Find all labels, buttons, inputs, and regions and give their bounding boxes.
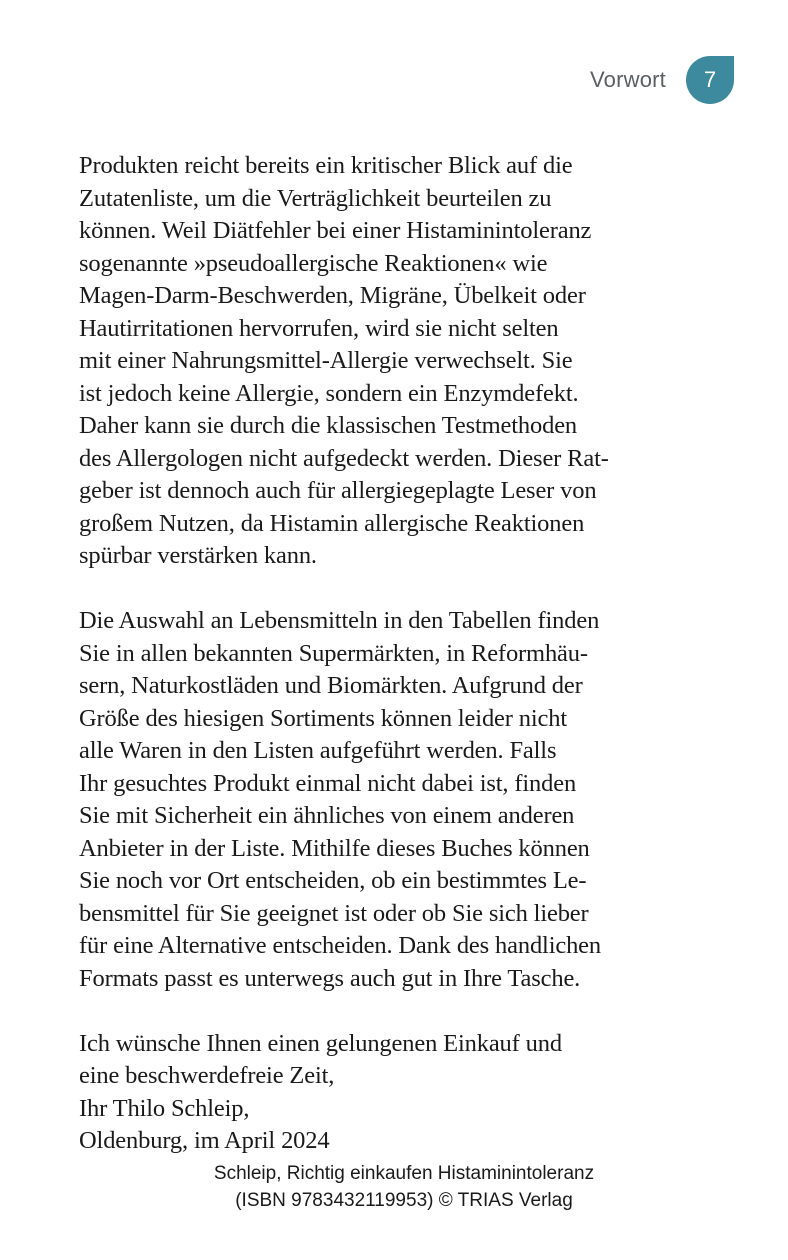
page-header [590, 56, 734, 104]
text-line: bensmittel für Sie geeignet ist oder ob Sie sich lieber [79, 899, 589, 927]
text-line: Zutatenliste, um die Verträglichkeit beurteilen zu [79, 184, 552, 212]
closing-signature [79, 1028, 679, 1158]
text-line: Anbieter in der Liste. Mithilfe dieses Buches können [79, 834, 590, 862]
copyright-footer [0, 1160, 788, 1214]
text-line: spürbar verstärken kann. [79, 542, 317, 569]
text-line: können. Weil Diätfehler bei einer Histaminintoleranz [79, 217, 592, 244]
footer-title-line: Schleip, Richtig einkaufen Histaminintoleranz [213, 1163, 595, 1184]
text-line: Sie noch vor Ort entscheiden, ob ein bestimmtes Le- [79, 867, 587, 894]
text-line: Produkten reicht bereits ein kritischer Blick auf die [79, 152, 573, 179]
text-line: sogenannte »pseudoallergische Reaktionen« wie [79, 249, 548, 277]
author-line: Ihr Thilo Schleip, [79, 1094, 250, 1122]
paragraph-2 [79, 605, 679, 995]
text-line: geber ist dennoch auch für allergiegeplagte Leser von [79, 477, 597, 504]
text-line: Ihr gesuchtes Produkt einmal nicht dabei ist, finden [79, 769, 577, 797]
body-text [79, 150, 679, 1190]
text-line: Sie in allen bekannten Supermärkten, in Reformhäu- [79, 639, 588, 667]
text-line: für eine Alternative entscheiden. Dank des handlichen [79, 932, 602, 959]
text-line: Sie mit Sicherheit ein ähnliches von einem anderen [79, 802, 575, 829]
text-line: Daher kann sie durch die klassischen Testmethoden [79, 412, 578, 439]
page-number: 7 [703, 67, 717, 92]
text-line: Hautirritationen hervorrufen, wird sie nicht selten [79, 314, 559, 342]
section-title: Vorwort [590, 67, 666, 92]
text-line: sern, Naturkostläden und Biomärkten. Aufgrund der [79, 672, 583, 699]
text-line: großem Nutzen, da Histamin allergische Reaktionen [79, 509, 585, 537]
text-line: Formats passt es unterwegs auch gut in Ihre Tasche. [79, 964, 581, 992]
text-line: Magen-Darm-Beschwerden, Migräne, Übelkeit oder [79, 282, 586, 309]
text-line: eine beschwerdefreie Zeit, [79, 1062, 335, 1089]
footer-isbn-line: (ISBN 9783432119953) © TRIAS Verlag [235, 1190, 573, 1211]
text-line: Die Auswahl an Lebensmitteln in den Tabellen finden [79, 607, 600, 634]
text-line: mit einer Nahrungsmittel-Allergie verwechselt. Sie [79, 347, 573, 374]
text-line: alle Waren in den Listen aufgeführt werden. Falls [79, 737, 557, 764]
text-line: des Allergologen nicht aufgedeckt werden. Dieser Rat- [79, 444, 609, 472]
text-line: Größe des hiesigen Sortiments können leider nicht [79, 704, 567, 732]
paragraph-1 [79, 150, 679, 573]
text-line: Ich wünsche Ihnen einen gelungenen Einkauf und [79, 1029, 562, 1057]
text-line: ist jedoch keine Allergie, sondern ein Enzymdefekt. [79, 379, 579, 407]
page-number-badge [686, 56, 734, 104]
place-date-line: Oldenburg, im April 2024 [79, 1127, 330, 1154]
